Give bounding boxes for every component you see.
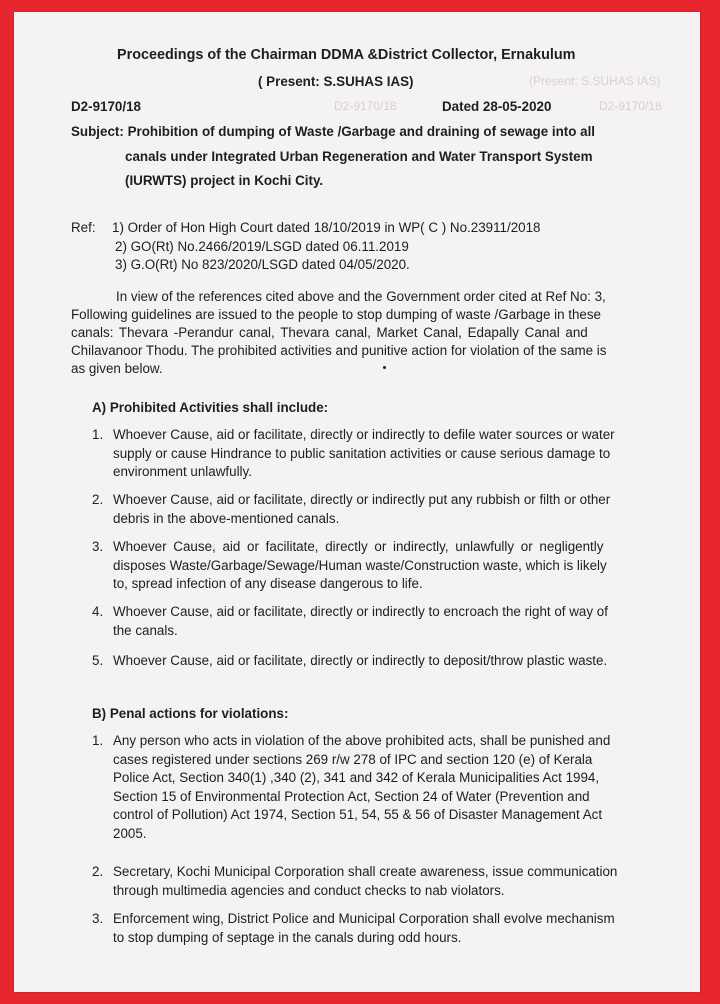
item-number: 2. bbox=[92, 492, 104, 507]
list-item bbox=[92, 426, 672, 484]
item-line: 2005. bbox=[113, 825, 147, 841]
intro-line: Following guidelines are issued to the people to stop dumping of waste /Garbage in these bbox=[71, 307, 602, 322]
item-number: 4. bbox=[92, 604, 104, 619]
item-number: 5. bbox=[92, 653, 104, 668]
item-line: Secretary, Kochi Municipal Corporation shall create awareness, issue communication bbox=[113, 864, 618, 879]
subject-line-1 bbox=[71, 124, 595, 139]
reference-item: 3) G.O(Rt) No 823/2020/LSGD dated 04/05/2020. bbox=[115, 257, 410, 272]
item-line: to stop dumping of septage in the canals during odd hours. bbox=[113, 929, 462, 945]
item-line: Whoever Cause, aid or facilitate, directly or indirectly to deposit/throw plastic waste. bbox=[113, 653, 608, 668]
item-line: debris in the above-mentioned canals. bbox=[113, 510, 340, 526]
item-line: Police Act, Section 340(1) ,340 (2), 341 and 342 of Kerala Municipalities Act 1994, bbox=[113, 770, 600, 785]
reference-item: 1) Order of Hon High Court dated 18/10/2019 in WP( C ) No.23911/2018 bbox=[112, 220, 541, 235]
stray-mark bbox=[383, 366, 386, 369]
item-line: Whoever Cause, aid or facilitate, directly or indirectly put any rubbish or filth or other bbox=[113, 492, 611, 507]
item-line: environment unlawfully. bbox=[113, 464, 252, 479]
item-line: Enforcement wing, District Police and Municipal Corporation shall evolve mechanism bbox=[113, 911, 615, 926]
list-item bbox=[92, 652, 672, 672]
item-line: Any person who acts in violation of the above prohibited acts, shall be punished and bbox=[113, 733, 611, 748]
subject-text: Prohibition of dumping of Waste /Garbage and draining of sewage into all bbox=[127, 124, 596, 139]
list-item bbox=[92, 910, 672, 950]
item-line: Whoever Cause, aid or facilitate, directly or indirectly to defile water sources or water bbox=[113, 427, 615, 442]
subject-line-2: canals under Integrated Urban Regeneration and Water Transport System bbox=[125, 149, 593, 164]
list-item bbox=[92, 491, 672, 531]
section-a-heading: A) Prohibited Activities shall include: bbox=[92, 400, 329, 415]
bleed-through-text: D2-9170/18 bbox=[334, 99, 397, 113]
list-item bbox=[92, 603, 672, 643]
item-line: Section 15 of Environmental Protection Act, Section 24 of Water (Prevention and bbox=[113, 788, 590, 804]
item-line: through multimedia agencies and conduct checks to nab violators. bbox=[113, 882, 505, 898]
list-item bbox=[92, 732, 672, 846]
date-line: Dated 28-05-2020 bbox=[442, 99, 552, 114]
bleed-through-text: D2-9170/18 bbox=[599, 99, 662, 113]
item-number: 3. bbox=[92, 539, 104, 554]
item-line: control of Pollution) Act 1974, Section 51, 54, 55 & 56 of Disaster Management Act bbox=[113, 807, 603, 822]
intro-line: canals: Thevara -Perandur canal, Thevara canal, Market Canal, Edapally Canal and bbox=[71, 325, 588, 340]
item-number: 1. bbox=[92, 427, 104, 442]
bleed-through-text: (Present: S.SUHAS IAS) bbox=[529, 74, 661, 88]
present-line: ( Present: S.SUHAS IAS) bbox=[258, 74, 414, 89]
item-number: 1. bbox=[92, 733, 104, 748]
item-line: disposes Waste/Garbage/Sewage/Human waste/Construction waste, which is likely bbox=[113, 557, 607, 573]
item-number: 2. bbox=[92, 864, 104, 879]
document-title: Proceedings of the Chairman DDMA &District Collector, Ernakulum bbox=[117, 47, 576, 63]
list-item bbox=[92, 863, 672, 903]
item-number: 3. bbox=[92, 911, 104, 926]
item-line: Whoever Cause, aid or facilitate, directly or indirectly to encroach the right of way of bbox=[113, 604, 608, 619]
item-line: Whoever Cause, aid or facilitate, directly or indirectly, unlawfully or negligently bbox=[113, 539, 604, 554]
subject-label: Subject: bbox=[71, 124, 124, 139]
document-page bbox=[14, 12, 700, 992]
item-line: cases registered under sections 269 r/w 278 of IPC and section 120 (e) of Kerala bbox=[113, 751, 593, 767]
subject-line-3: (IURWTS) project in Kochi City. bbox=[125, 173, 324, 188]
section-b-heading: B) Penal actions for violations: bbox=[92, 706, 289, 721]
list-item bbox=[92, 538, 672, 596]
intro-line: Chilavanoor Thodu. The prohibited activities and punitive action for violation of the same is bbox=[71, 343, 607, 358]
reference-item: 2) GO(Rt) No.2466/2019/LSGD dated 06.11.2019 bbox=[115, 239, 409, 254]
item-line: supply or cause Hindrance to public sanitation activities or cause serious damage to bbox=[113, 445, 611, 461]
item-line: to, spread infection of any disease dangerous to life. bbox=[113, 576, 423, 591]
intro-line: as given below. bbox=[71, 361, 163, 376]
intro-line: In view of the references cited above and the Government order cited at Ref No: 3, bbox=[116, 289, 606, 304]
reference-number: D2-9170/18 bbox=[71, 99, 141, 114]
references-label: Ref: bbox=[71, 220, 96, 235]
item-line: the canals. bbox=[113, 622, 178, 638]
